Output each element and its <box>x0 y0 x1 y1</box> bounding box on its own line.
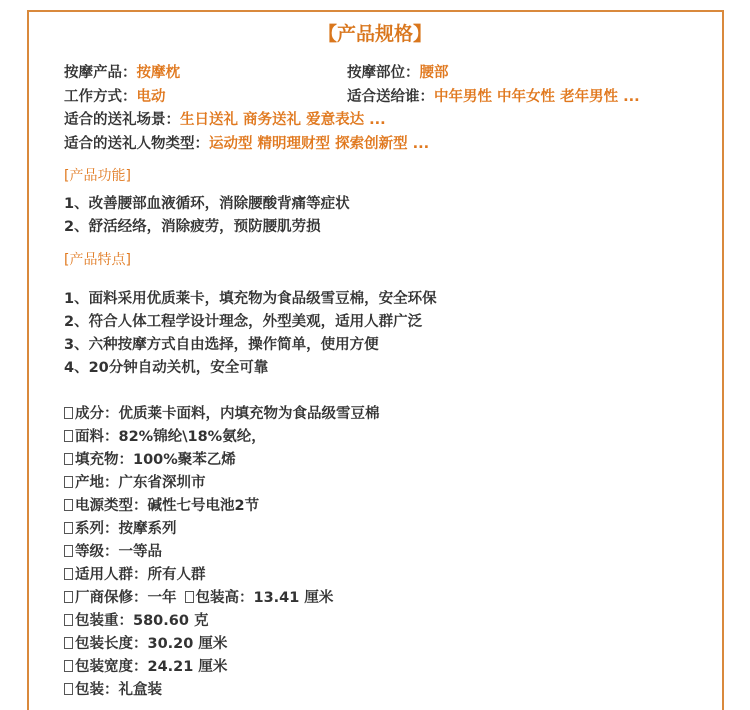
bullet-box-icon <box>64 568 73 580</box>
detail-item <box>64 497 259 515</box>
detail-text: 填充物：100%聚苯乙烯 <box>75 452 236 468</box>
bullet-box-icon <box>64 476 73 488</box>
detail-item <box>64 451 236 469</box>
detail-item <box>64 612 209 630</box>
persona-label: 适合的送礼人物类型： <box>64 136 209 152</box>
part-value: 腰部 <box>419 65 449 81</box>
recipient-label: 适合送给谁： <box>347 89 434 105</box>
spec-row-part <box>347 64 449 82</box>
occasion-value: 生日送礼 商务送礼 爱意表达 ... <box>180 112 386 128</box>
detail-item <box>64 635 227 653</box>
bullet-box-icon <box>64 545 73 557</box>
detail-text: 面料：82%锦纶\18%氨纶， <box>75 429 266 445</box>
product-label: 按摩产品： <box>64 65 137 81</box>
function-item: 1、改善腰部血液循环，消除腰酸背痛等症状 <box>64 196 350 212</box>
spec-row-occasion <box>64 111 386 129</box>
bullet-box-icon <box>64 407 73 419</box>
detail-item <box>64 658 227 676</box>
detail-item <box>64 428 266 446</box>
spec-row-product <box>64 64 180 82</box>
detail-item <box>64 405 380 423</box>
bullet-box-icon <box>64 637 73 649</box>
detail-text: 包装宽度：24.21 厘米 <box>75 659 228 675</box>
feature-item: 2、符合人体工程学设计理念，外型美观，适用人群广泛 <box>64 314 423 330</box>
detail-text: 等级：一等品 <box>75 544 162 560</box>
work-label: 工作方式： <box>64 89 137 105</box>
functions-heading: [产品功能] <box>64 168 131 184</box>
feature-item: 4、20分钟自动关机，安全可靠 <box>64 360 269 376</box>
detail-text: 厂商保修：一年 <box>75 590 177 606</box>
detail-item <box>64 543 162 561</box>
occasion-label: 适合的送礼场景： <box>64 112 180 128</box>
detail-text: 成分：优质莱卡面料，内填充物为食品级雪豆棉 <box>75 406 380 422</box>
detail-text: 包装：礼盒装 <box>75 682 162 698</box>
features-heading: [产品特点] <box>64 252 131 268</box>
detail-item <box>64 520 177 538</box>
detail-text: 包装重：580.60 克 <box>75 613 209 629</box>
part-label: 按摩部位： <box>347 65 420 81</box>
bullet-box-icon <box>64 430 73 442</box>
detail-item <box>64 681 162 699</box>
spec-row-work <box>64 88 166 106</box>
feature-item: 1、面料采用优质莱卡，填充物为食品级雪豆棉，安全环保 <box>64 291 437 307</box>
bullet-box-icon <box>64 522 73 534</box>
detail-text: 适用人群：所有人群 <box>75 567 206 583</box>
detail-text: 电源类型：碱性七号电池2节 <box>75 498 260 514</box>
recipient-value: 中年男性 中年女性 老年男性 ... <box>434 89 640 105</box>
bullet-box-icon <box>64 453 73 465</box>
work-value: 电动 <box>136 89 166 105</box>
detail-text: 包装长度：30.20 厘米 <box>75 636 228 652</box>
detail-text: 系列：按摩系列 <box>75 521 177 537</box>
detail-item <box>64 474 206 492</box>
bullet-box-icon <box>64 499 73 511</box>
detail-item <box>64 566 206 584</box>
bullet-box-icon <box>64 683 73 695</box>
spec-row-recipient <box>347 88 640 106</box>
persona-value: 运动型 精明理财型 探索创新型 ... <box>209 136 430 152</box>
function-item: 2、舒活经络，消除疲劳，预防腰肌劳损 <box>64 219 321 235</box>
bullet-box-icon <box>64 660 73 672</box>
detail-text: 产地：广东省深圳市 <box>75 475 206 491</box>
spec-row-persona <box>64 135 429 153</box>
feature-item: 3、六种按摩方式自由选择，操作简单，使用方便 <box>64 337 379 353</box>
detail-item <box>64 589 333 607</box>
product-value: 按摩枕 <box>136 65 180 81</box>
page-title: 【产品规格】 <box>317 23 432 45</box>
bullet-box-icon <box>64 614 73 626</box>
bullet-box-icon <box>185 591 194 603</box>
detail-text: 包装高：13.41 厘米 <box>195 590 334 606</box>
bullet-box-icon <box>64 591 73 603</box>
